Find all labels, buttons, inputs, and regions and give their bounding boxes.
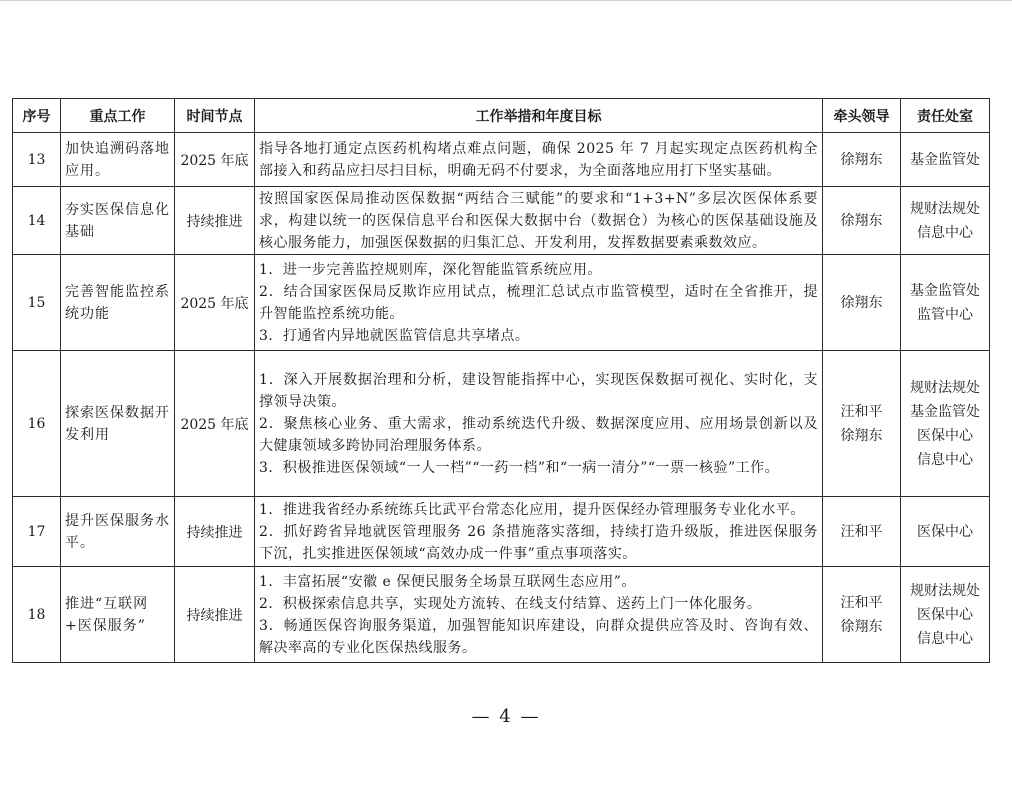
measure-line: 2．抓好跨省异地就医管理服务 26 条措施落实落细，持续打造升级版，推进医保服务下沉，扎实推进医保领域“高效办成一件事”重点事项落实。 [259, 523, 818, 562]
leader-cell [823, 567, 901, 663]
office-name: 基金监管处 [910, 151, 980, 168]
measure-line: 1．深入开展数据治理和分析，建设智能指挥中心，实现医保数据可视化、实时化，支撑领导决策。 [259, 371, 818, 410]
row-number: 13 [13, 133, 61, 187]
time-node: 2025 年底 [175, 351, 255, 497]
header-time: 时间节点 [175, 99, 255, 133]
time-node: 持续推进 [175, 187, 255, 255]
measure-line: 2．积极探索信息共享，实现处方流转、在线支付结算、送药上门一体化服务。 [259, 595, 762, 612]
leader-cell [823, 133, 901, 187]
measure-line: 2．聚焦核心业务、重大需求，推动系统迭代升级、数据深度应用、应用场景创新以及大健康领域多跨协同治理服务体系。 [259, 415, 818, 454]
measure-line: 3．畅通医保咨询服务渠道，加强智能知识库建设，向群众提供应答及时、咨询有效、解决率高的专业化医保热线服务。 [259, 617, 818, 656]
office-name: 监管中心 [917, 306, 973, 323]
table-header-row [13, 99, 990, 133]
row-number: 18 [13, 567, 61, 663]
leader-name: 徐翔东 [840, 618, 883, 635]
leader-cell [823, 187, 901, 255]
office-name: 信息中心 [917, 630, 973, 647]
measure-line: 1．丰富拓展“安徽 e 保便民服务全场景互联网生态应用”。 [259, 573, 636, 590]
office-cell [901, 133, 990, 187]
header-task: 重点工作 [61, 99, 175, 133]
key-task: 提升医保服务水平。 [61, 497, 175, 567]
office-name: 信息中心 [917, 224, 973, 241]
leader-name: 徐翔东 [840, 427, 883, 444]
office-name: 基金监管处 [910, 403, 980, 420]
measure-line: 3．打通省内异地就医监管信息共享堵点。 [259, 327, 530, 344]
row-number: 17 [13, 497, 61, 567]
time-node: 2025 年底 [175, 255, 255, 351]
key-task: 推进“互联网+医保服务” [61, 567, 175, 663]
office-cell [901, 351, 990, 497]
table-row [13, 497, 990, 567]
leader-name: 徐翔东 [840, 294, 883, 311]
table-row [13, 187, 990, 255]
office-cell [901, 255, 990, 351]
leader-cell [823, 255, 901, 351]
office-cell [901, 567, 990, 663]
time-node: 2025 年底 [175, 133, 255, 187]
office-name: 医保中心 [917, 427, 973, 444]
office-name: 医保中心 [917, 523, 973, 540]
leader-name: 徐翔东 [840, 212, 883, 229]
measure-line: 2．结合国家医保局反欺诈应用试点，梳理汇总试点市监管模型，适时在全省推开，提升智能监控系统功能。 [259, 283, 818, 322]
leader-cell [823, 351, 901, 497]
page-number: — 4 — [471, 706, 541, 727]
key-task: 探索医保数据开发利用 [61, 351, 175, 497]
measure-line: 3．积极推进医保领域“一人一档”“一药一档”和“一病一清分”“一票一核验”工作。 [259, 459, 780, 476]
office-name: 基金监管处 [910, 282, 980, 299]
page-top-rule [0, 0, 1012, 1]
measures-cell [255, 255, 823, 351]
key-task: 完善智能监控系统功能 [61, 255, 175, 351]
office-cell [901, 187, 990, 255]
table-row [13, 351, 990, 497]
key-task: 夯实医保信息化基础 [61, 187, 175, 255]
time-node: 持续推进 [175, 567, 255, 663]
header-leader: 牵头领导 [823, 99, 901, 133]
measure-line: 按照国家医保局推动医保数据“两结合三赋能”的要求和“1+3+N”多层次医保体系要求，构建以统一的医保信息平台和医保大数据中台（数据仓）为核心的医保基础设施及核心服务能力，加强医保数据的归集汇总、开发利用，发挥数据要素乘数效应。 [259, 190, 818, 251]
office-name: 规财法规处 [910, 379, 980, 396]
office-name: 规财法规处 [910, 582, 980, 599]
table-row [13, 133, 990, 187]
header-office: 责任处室 [901, 99, 990, 133]
table-row [13, 567, 990, 663]
measures-cell [255, 567, 823, 663]
office-name: 医保中心 [917, 606, 973, 623]
header-measures: 工作举措和年度目标 [255, 99, 823, 133]
leader-name: 徐翔东 [840, 151, 883, 168]
work-plan-table [12, 98, 990, 663]
time-node: 持续推进 [175, 497, 255, 567]
leader-name: 汪和平 [840, 594, 883, 611]
measures-cell [255, 187, 823, 255]
leader-name: 汪和平 [840, 523, 883, 540]
leader-name: 汪和平 [840, 403, 883, 420]
measure-line: 1．推进我省经办系统练兵比武平台常态化应用，提升医保经办管理服务专业化水平。 [259, 501, 805, 518]
row-number: 16 [13, 351, 61, 497]
office-name: 信息中心 [917, 451, 973, 468]
table-row [13, 255, 990, 351]
key-task: 加快追溯码落地应用。 [61, 133, 175, 187]
measures-cell [255, 133, 823, 187]
row-number: 14 [13, 187, 61, 255]
measures-cell [255, 351, 823, 497]
row-number: 15 [13, 255, 61, 351]
office-cell [901, 497, 990, 567]
measure-line: 1．进一步完善监控规则库，深化智能监管系统应用。 [259, 261, 602, 278]
header-no: 序号 [13, 99, 61, 133]
leader-cell [823, 497, 901, 567]
measure-line: 指导各地打通定点医药机构堵点难点问题，确保 2025 年 7 月起实现定点医药机构全部接入和药品应扫尽扫目标，明确无码不付要求，为全面落地应用打下坚实基础。 [259, 140, 818, 179]
office-name: 规财法规处 [910, 200, 980, 217]
measures-cell [255, 497, 823, 567]
